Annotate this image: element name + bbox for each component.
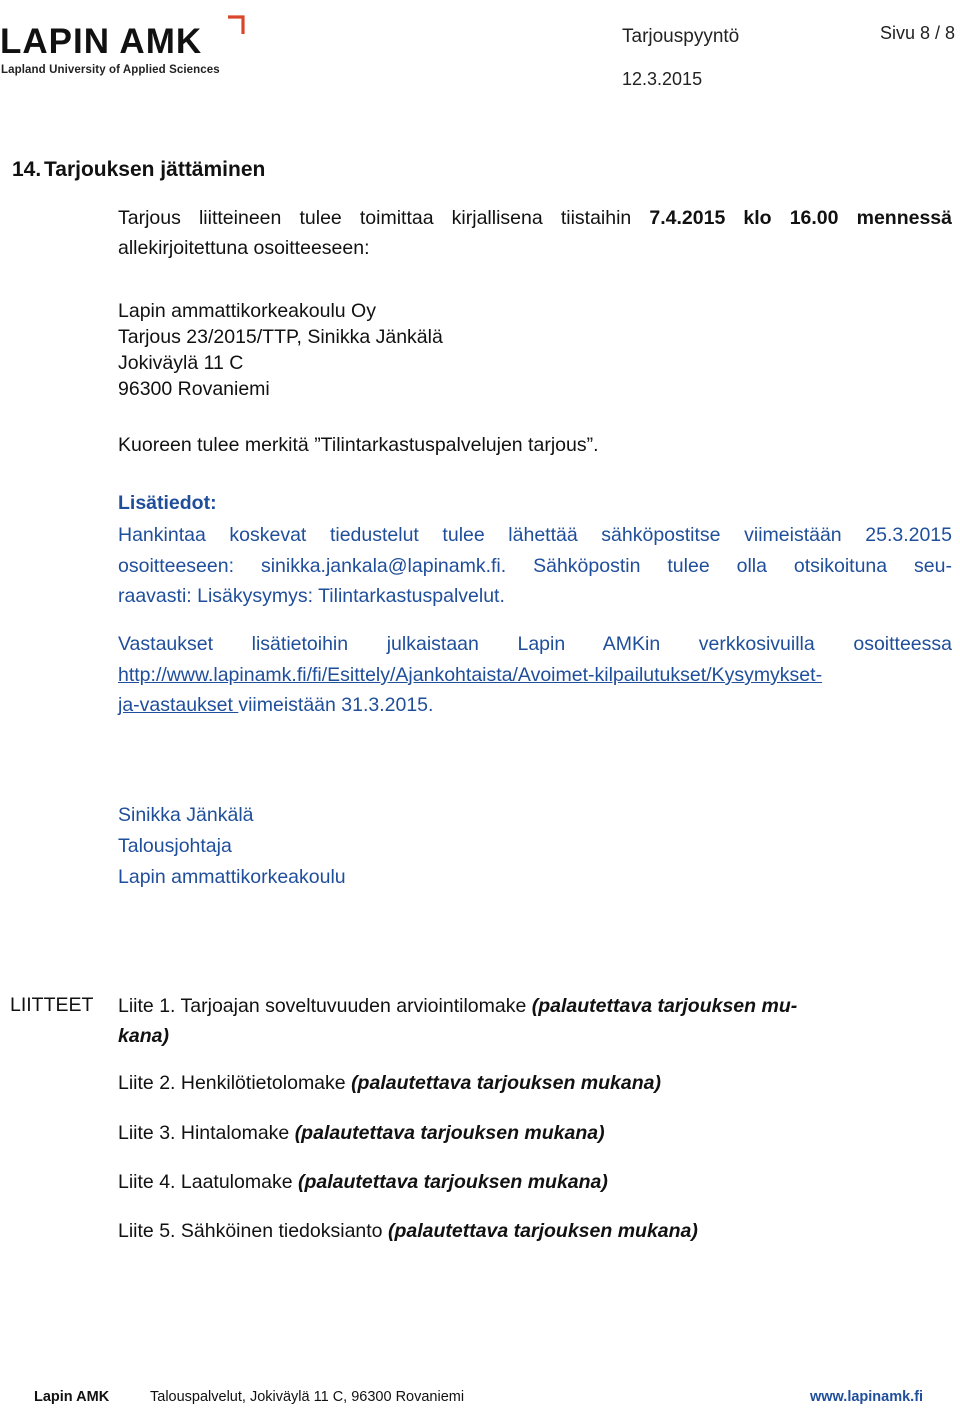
logo-text: LAPIN AMK	[0, 22, 203, 61]
attachment-id: Liite 5.	[118, 1220, 176, 1242]
answers-link[interactable]: http://www.lapinamk.fi/fi/Esittely/Ajankohtaista/Avoimet-kilpailutukset/Kysymykset-	[118, 664, 823, 686]
address-line: Tarjous 23/2015/TTP, Sinikka Jänkälä	[118, 326, 443, 348]
attachment-item	[118, 1118, 605, 1148]
attachment-note: (palautettava tarjouksen mukana)	[351, 1072, 661, 1094]
logo-subtitle: Lapland University of Applied Sciences	[1, 64, 220, 76]
footer-org: Lapin AMK	[34, 1389, 110, 1405]
answers-link-continued[interactable]: ja-vastaukset	[118, 694, 239, 716]
attachment-item	[118, 1167, 608, 1197]
intro-paragraph	[118, 205, 952, 232]
intro-deadline: 7.4.2015 klo 16.00 mennessä	[649, 207, 952, 229]
info-line-3: raavasti: Lisäkysymys: Tilintarkastuspalvelut.	[118, 585, 505, 607]
intro-text: Tarjous liitteineen tulee toimittaa kirjallisena tiistaihin	[118, 207, 650, 229]
attachment-id: Liite 3.	[118, 1122, 176, 1144]
attachment-name: Sähköinen tiedoksianto	[180, 1220, 383, 1242]
attachment-id: Liite 4.	[118, 1171, 176, 1193]
attachment-note-continued: kana)	[118, 1025, 169, 1047]
section-heading	[12, 158, 265, 182]
answers-line-3	[118, 692, 433, 719]
intro-line-2: allekirjoitettuna osoitteeseen:	[118, 237, 370, 259]
attachment-item	[118, 1216, 698, 1246]
attachment-id: Liite 1.	[118, 995, 176, 1017]
info-line-2: osoitteeseen: sinikka.jankala@lapinamk.fi. Sähköpostin tulee olla otsikoituna seu-	[118, 555, 952, 577]
answers-line-1: Vastaukset lisätietoihin julkaistaan Lapin AMKin verkkosivuilla osoitteessa	[118, 633, 952, 655]
document-date: 12.3.2015	[622, 69, 703, 89]
attachment-note: (palautettava tarjouksen mukana)	[294, 1122, 605, 1144]
attachment-item	[118, 991, 797, 1021]
document-title: Tarjouspyyntö	[622, 26, 740, 47]
info-heading: Lisätiedot:	[118, 492, 217, 514]
attachments-label: LIITTEET	[10, 994, 94, 1016]
page-indicator: Sivu 8 / 8	[880, 23, 956, 43]
signature-name: Sinikka Jänkälä	[118, 804, 254, 826]
answers-link-line-1[interactable]	[118, 662, 952, 689]
logo-corner-mark-icon	[226, 14, 246, 36]
attachment-name: Tarjoajan soveltuvuuden arviointilomake	[180, 995, 527, 1017]
answers-deadline: viimeistään 31.3.2015.	[238, 694, 434, 716]
attachment-item	[118, 1068, 661, 1098]
attachment-name: Laatulomake	[180, 1171, 293, 1193]
footer-address: Talouspalvelut, Jokiväylä 11 C, 96300 Rovaniemi	[150, 1389, 465, 1405]
signature-role: Talousjohtaja	[118, 835, 232, 857]
address-line: Lapin ammattikorkeakoulu Oy	[118, 300, 376, 322]
signature-organization: Lapin ammattikorkeakoulu	[118, 866, 346, 888]
section-title: Tarjouksen jättäminen	[44, 158, 266, 181]
attachment-note: (palautettava tarjouksen mukana)	[297, 1171, 608, 1193]
attachment-note: (palautettava tarjouksen mukana)	[387, 1220, 698, 1242]
attachment-note: (palautettava tarjouksen mu-	[531, 995, 798, 1017]
address-line: Jokiväylä 11 C	[118, 352, 244, 374]
attachment-name: Hintalomake	[180, 1122, 290, 1144]
address-line: 96300 Rovaniemi	[118, 378, 270, 400]
info-line-1: Hankintaa koskevat tiedustelut tulee lähettää sähköpostitse viimeistään 25.3.2015	[118, 524, 952, 546]
envelope-note: Kuoreen tulee merkitä ”Tilintarkastuspalvelujen tarjous”.	[118, 434, 599, 456]
attachment-id: Liite 2.	[118, 1072, 176, 1094]
section-number: 14.	[12, 158, 42, 181]
footer-url[interactable]: www.lapinamk.fi	[810, 1389, 924, 1405]
attachment-name: Henkilötietolomake	[180, 1072, 346, 1094]
